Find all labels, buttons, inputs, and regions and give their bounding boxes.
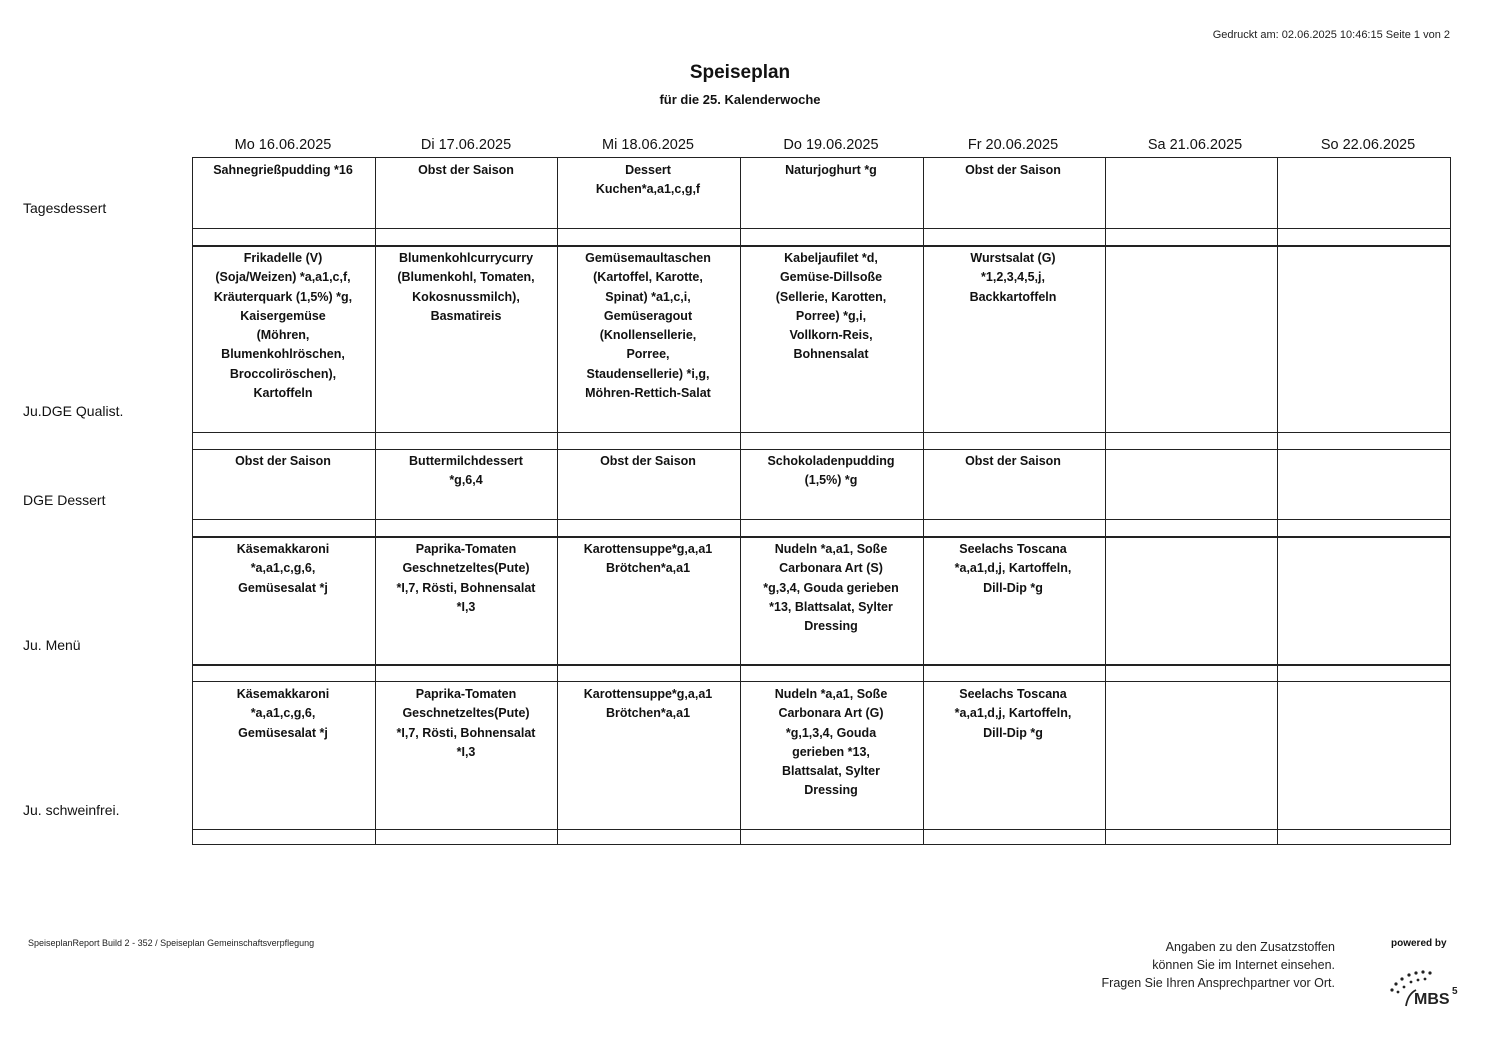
powered-by-label: powered by [1391, 938, 1447, 949]
menu-cell: Karottensuppe*g,a,a1 Brötchen*a,a1 [583, 687, 713, 721]
day-header-sun: So 22.06.2025 [1320, 137, 1416, 153]
row-label-dge-qualist: Ju.DGE Qualist. [23, 403, 124, 419]
menu-cell: Kabeljaufilet *d, Gemüse-Dillsoße (Sellerie, Karotten, Porree) *g,i, Vollkorn-Reis, Bohnensalat [775, 251, 887, 362]
grid-divider [193, 449, 1450, 450]
menu-cell: Obst der Saison [600, 454, 696, 468]
menu-cell: Nudeln *a,a1, Soße Carbonara Art (G) *g,1,3,4, Gouda gerieben *13, Blattsalat, Sylter Dressing [774, 687, 888, 798]
menu-cell: Dessert Kuchen*a,a1,c,g,f [595, 163, 701, 197]
menu-cell: Blumenkohlcurrycurry (Blumenkohl, Tomaten, Kokosnussmilch), Basmatireis [397, 251, 535, 323]
menu-cell: Karottensuppe*g,a,a1 Brötchen*a,a1 [583, 542, 713, 576]
menu-cell: Käsemakkaroni *a,a1,c,g,6, Gemüsesalat *j [236, 687, 330, 740]
row-label-tagesdessert: Tagesdessert [23, 200, 107, 216]
grid-divider [1105, 158, 1106, 844]
grid-divider [193, 664, 1450, 666]
grid-divider [193, 228, 1450, 229]
menu-cell: Paprika-Tomaten Geschnetzeltes(Pute) *I,7, Rösti, Bohnensalat *I,3 [396, 542, 536, 614]
menu-cell: Sahnegrießpudding *16 [213, 163, 353, 177]
grid-divider [193, 432, 1450, 433]
grid-divider [193, 681, 1450, 682]
grid-divider [193, 829, 1450, 830]
page-subtitle: für die 25. Kalenderwoche [659, 92, 821, 107]
logo-text: MBS [1414, 991, 1450, 1008]
day-header-tue: Di 17.06.2025 [420, 137, 512, 153]
menu-cell: Schokoladenpudding (1,5%) *g [767, 454, 895, 488]
menu-cell: Obst der Saison [235, 454, 331, 468]
menu-cell: Paprika-Tomaten Geschnetzeltes(Pute) *I,7, Rösti, Bohnensalat *I,3 [396, 687, 536, 759]
report-info: SpeiseplanReport Build 2 - 352 / Speiseplan Gemeinschaftsverpflegung [28, 938, 315, 948]
grid-divider [1277, 158, 1278, 844]
additives-note-line: können Sie im Internet einsehen. [1152, 958, 1335, 972]
menu-cell: Gemüsemaultaschen (Kartoffel, Karotte, Spinat) *a1,c,i, Gemüseragout (Knollensellerie, Porree, Staudensellerie) *i,g, Möhren-Rettich-Salat [585, 251, 711, 401]
row-label-menue: Ju. Menü [23, 637, 81, 653]
menu-cell: Käsemakkaroni *a,a1,c,g,6, Gemüsesalat *j [236, 542, 330, 595]
menu-cell: Frikadelle (V) (Soja/Weizen) *a,a1,c,f, Kräuterquark (1,5%) *g, Kaisergemüse (Möhren, Blumenkohlröschen, Broccoliröschen), Kartoffeln [213, 251, 353, 401]
day-header-fri: Fr 20.06.2025 [967, 137, 1059, 153]
mbs-logo-icon [1384, 962, 1464, 1012]
grid-divider [193, 245, 1450, 247]
menu-cell: Wurstsalat (G) *1,2,3,4,5,j, Backkartoffeln [969, 251, 1057, 304]
additives-note [1102, 938, 1335, 992]
menu-cell: Obst der Saison [965, 454, 1061, 468]
page-title: Speiseplan [689, 62, 791, 83]
printed-timestamp: Gedruckt am: 02.06.2025 10:46:15 Seite 1 von 2 [1212, 29, 1450, 41]
day-header-mon: Mo 16.06.2025 [234, 137, 332, 153]
menu-cell: Nudeln *a,a1, Soße Carbonara Art (S) *g,3,4, Gouda gerieben *13, Blattsalat, Sylter Dressing [763, 542, 899, 634]
day-header-sat: Sa 21.06.2025 [1147, 137, 1243, 153]
menu-cell: Seelachs Toscana *a,a1,d,j, Kartoffeln, Dill-Dip *g [954, 542, 1072, 595]
menu-cell: Naturjoghurt *g [785, 163, 877, 177]
menu-cell: Buttermilchdessert *g,6,4 [409, 454, 523, 488]
menu-cell: Obst der Saison [965, 163, 1061, 177]
day-header-thu: Do 19.06.2025 [783, 137, 879, 153]
day-header-wed: Mi 18.06.2025 [602, 137, 694, 153]
grid-divider [193, 536, 1450, 538]
menu-cell: Seelachs Toscana *a,a1,d,j, Kartoffeln, Dill-Dip *g [954, 687, 1072, 740]
row-label-schweinfrei: Ju. schweinfrei. [23, 802, 120, 818]
logo-superscript: 5 [1452, 986, 1458, 997]
additives-note-line: Fragen Sie Ihren Ansprechpartner vor Ort. [1101, 976, 1335, 990]
menu-cell: Obst der Saison [418, 163, 514, 177]
row-label-dge-dessert: DGE Dessert [23, 492, 106, 508]
grid-divider [193, 519, 1450, 520]
additives-note-line: Angaben zu den Zusatzstoffen [1165, 940, 1335, 954]
